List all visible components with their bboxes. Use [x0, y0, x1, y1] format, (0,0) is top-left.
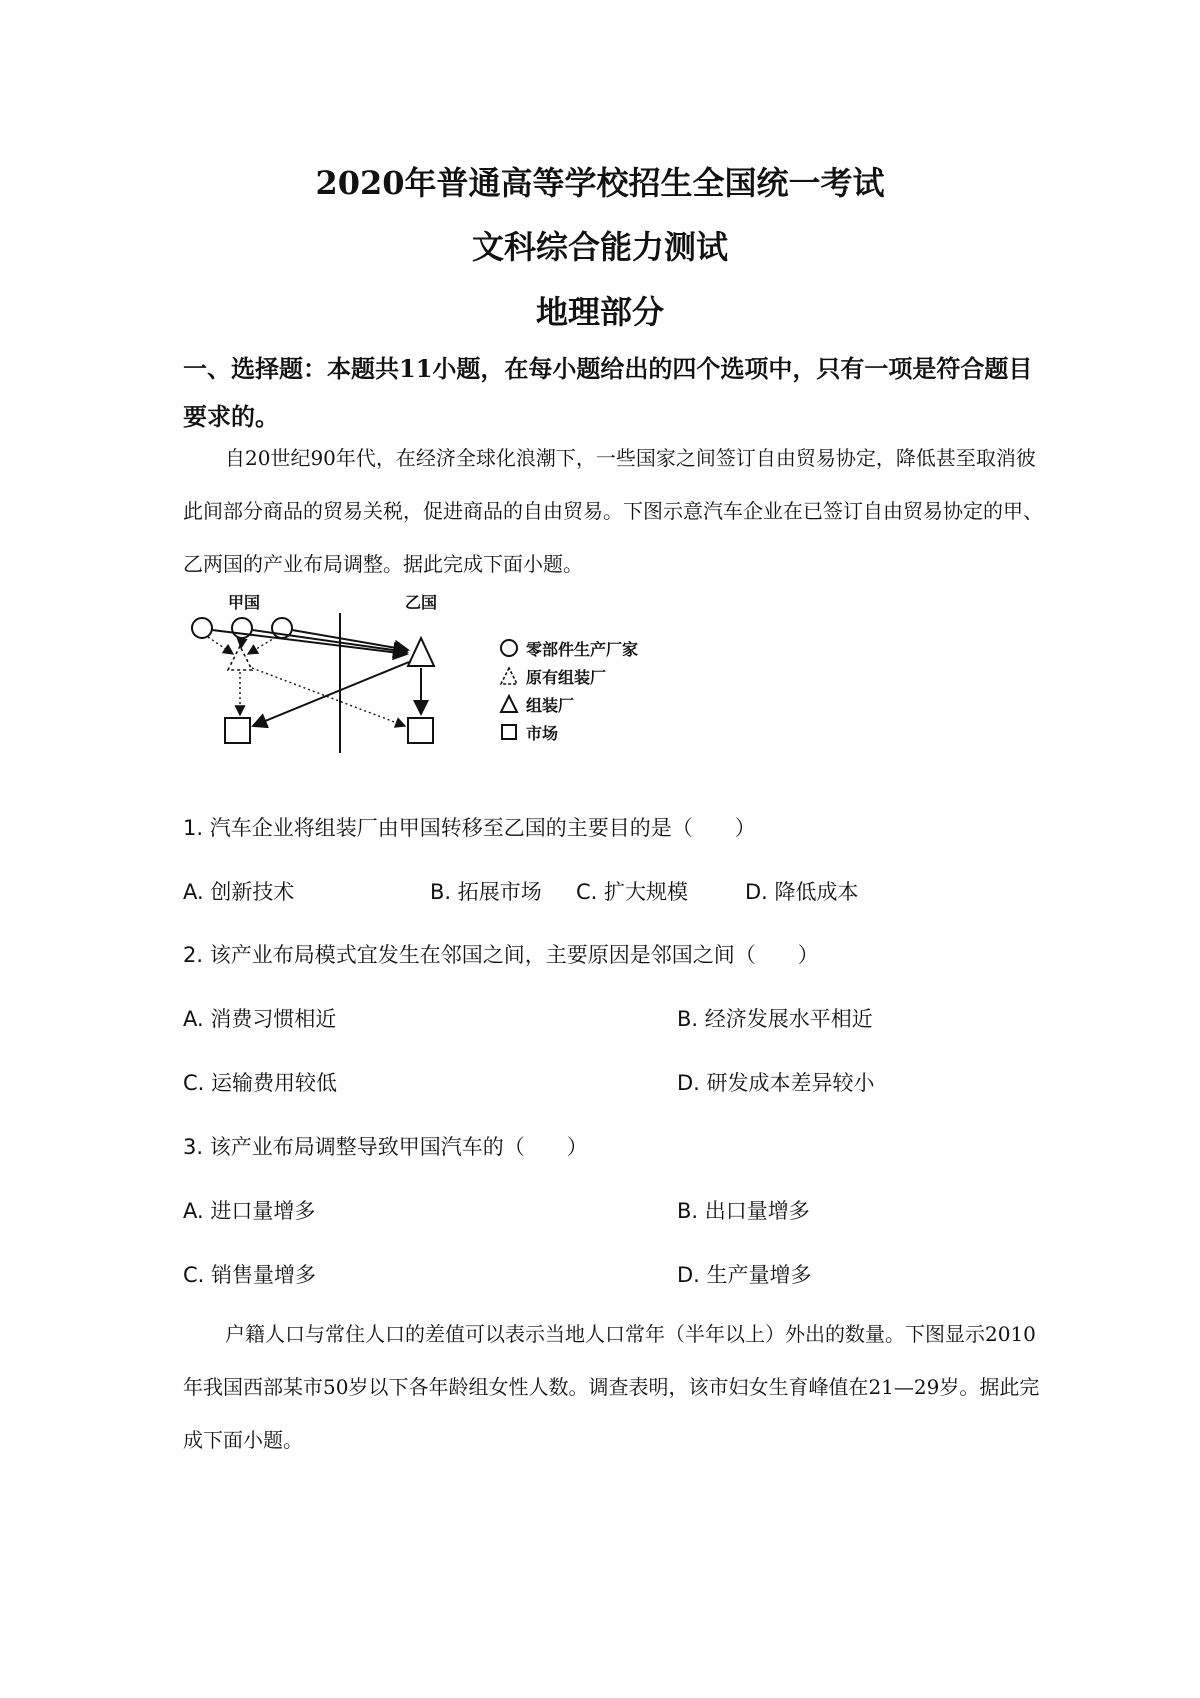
assembly-plant [408, 638, 434, 666]
country-b-label: 乙国 [405, 593, 438, 612]
exam-section-title: 地理部分 [535, 293, 664, 331]
question-1-stem: 1. 汽车企业将组装厂由甲国转移至乙国的主要目的是（ ） [183, 816, 756, 840]
legend-item [498, 718, 638, 746]
question-3-stem: 3. 该产业布局调整导致甲国汽车的（ ） [183, 1135, 588, 1159]
legend-label: 市场 [526, 723, 559, 743]
passage-2: 户籍人口与常住人口的差值可以表示当地人口常年（半年以上）外出的数量。下图显示2010年我国西部某市50岁以下各年龄组女性人数。调查表明，该市妇女生育峰值在21—29岁。据此完成下面小题。 [183, 1322, 1040, 1452]
q2-option-b[interactable]: B. 经济发展水平相近 [677, 1007, 873, 1031]
q3-option-b[interactable]: B. 出口量增多 [677, 1199, 810, 1223]
square-icon [498, 721, 520, 743]
q2-option-c[interactable]: C. 运输费用较低 [183, 1071, 338, 1095]
circle-icon [498, 637, 520, 659]
q3-option-a[interactable]: A. 进口量增多 [183, 1199, 316, 1223]
original-assembly-plant [228, 646, 252, 670]
q1-option-a[interactable]: A. 创新技术 [183, 880, 295, 904]
country-a-label: 甲国 [228, 593, 261, 612]
q3-option-d[interactable]: D. 生产量增多 [677, 1263, 812, 1287]
q1-option-c[interactable]: C. 扩大规模 [576, 880, 689, 904]
q2-option-d[interactable]: D. 研发成本差异较小 [677, 1071, 875, 1095]
legend-item [498, 690, 638, 718]
exam-title: 2020年普通高等学校招生全国统一考试 [315, 164, 885, 202]
passage-1: 自20世纪90年代，在经济全球化浪潮下，一些国家之间签订自由贸易协定，降低甚至取消彼此间部分商品的贸易关税，促进商品的自由贸易。下图示意汽车企业在已签订自由贸易协定的甲、乙两国的产业布局调整。据此完成下面小题。 [183, 446, 1043, 576]
market-a [225, 718, 250, 743]
question-2-stem: 2. 该产业布局模式宜发生在邻国之间，主要原因是邻国之间（ ） [183, 943, 819, 967]
legend-item [498, 662, 638, 690]
triangle-icon [498, 693, 520, 715]
section-heading: 一、选择题：本题共11小题，在每小题给出的四个选项中，只有一项是符合题目要求的。 [183, 354, 1033, 431]
legend-label: 组装厂 [526, 695, 575, 715]
market-b [408, 718, 433, 743]
q3-option-c[interactable]: C. 销售量增多 [183, 1263, 317, 1287]
q1-option-b[interactable]: B. 拓展市场 [430, 880, 542, 904]
legend-item [498, 634, 638, 662]
exam-subtitle: 文科综合能力测试 [471, 228, 728, 266]
legend-label: 零部件生产厂家 [526, 639, 639, 659]
parts-factory-1 [192, 618, 212, 638]
q1-option-d[interactable]: D. 降低成本 [745, 880, 859, 904]
diagram-legend [498, 634, 638, 746]
q2-option-a[interactable]: A. 消费习惯相近 [183, 1007, 337, 1031]
legend-label: 原有组装厂 [526, 667, 607, 687]
dashed-triangle-icon [498, 665, 520, 687]
